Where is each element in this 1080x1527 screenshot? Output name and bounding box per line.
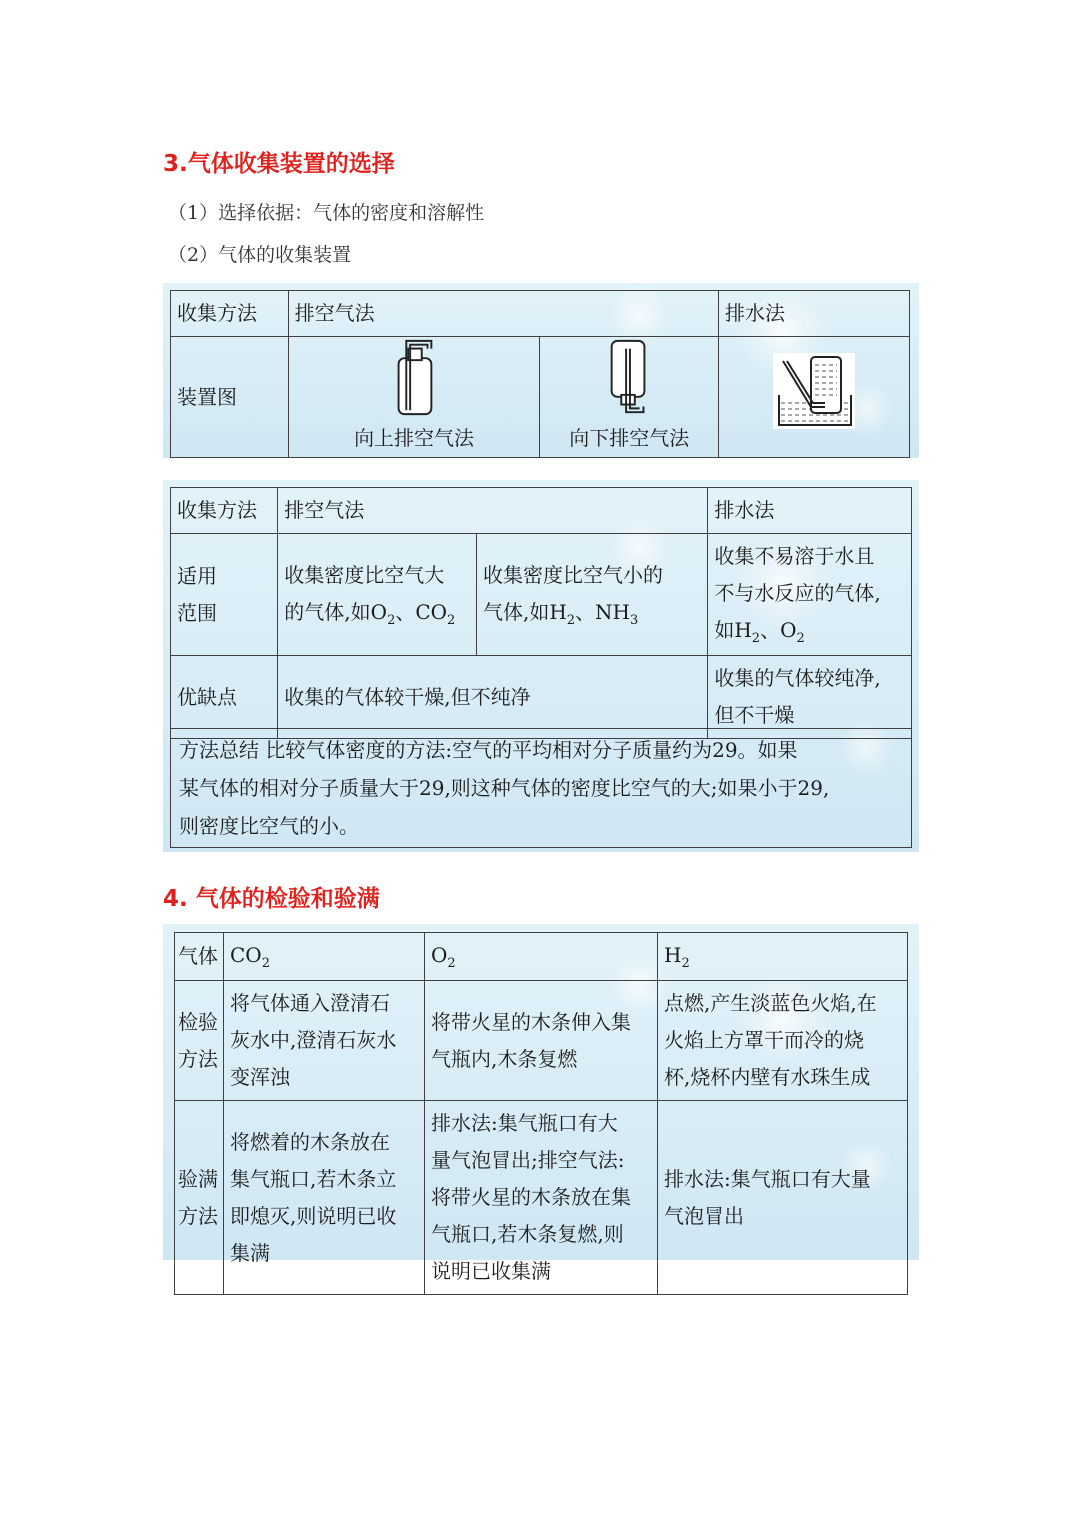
- scope-row-label: 适用 范围: [171, 534, 278, 656]
- gas-test-table: [174, 932, 908, 1295]
- pros-cons-water: 收集的气体较纯净, 但不干燥: [708, 656, 912, 739]
- test-o2: 将带火星的木条伸入集 气瓶内,木条复燃: [425, 981, 658, 1101]
- selection-basis-text: （1）选择依据：气体的密度和溶解性: [168, 202, 485, 224]
- summary-line: 方法总结 比较气体密度的方法:空气的平均相对分子质量约为29。如果: [179, 738, 798, 762]
- co2-header: $CO_2$: [224, 933, 425, 981]
- downward-air-caption: 向下排空气法: [569, 426, 690, 450]
- pros-cons-row-label: 优缺点: [171, 656, 278, 739]
- test-co2: 将气体通入澄清石 灰水中,澄清石灰水 变浑浊: [224, 981, 425, 1101]
- h2-header: $H_2$: [658, 933, 908, 981]
- water-displacement-header-2: 排水法: [708, 488, 912, 534]
- air-displacement-header-2: 排空气法: [278, 488, 708, 534]
- upward-air-bottle-icon: [384, 337, 444, 418]
- test-method-row-label: 检验 方法: [175, 981, 224, 1101]
- apparatus-table: [170, 290, 910, 458]
- summary-line: 则密度比空气的小。: [179, 814, 359, 838]
- test-h2: 点燃,产生淡蓝色火焰,在 火焰上方罩干而冷的烧 杯,烧杯内壁有水珠生成: [658, 981, 908, 1101]
- scope-upward-air: 收集密度比空气大 的气体,如$O_2$、$CO_2$: [278, 534, 477, 656]
- full-check-h2: 排水法:集气瓶口有大量 气泡冒出: [658, 1101, 908, 1295]
- o2-header: $O_2$: [425, 933, 658, 981]
- method-summary-box: [170, 728, 912, 848]
- gas-header: 气体: [175, 933, 224, 981]
- summary-line: 某气体的相对分子质量大于29,则这种气体的密度比空气的大;如果小于29,: [179, 776, 830, 800]
- collection-method-header: 收集方法: [171, 291, 289, 337]
- upward-air-cell: [288, 337, 540, 458]
- scope-table: [170, 487, 912, 739]
- downward-air-cell: [540, 337, 719, 458]
- full-check-row-label: 验满 方法: [175, 1101, 224, 1295]
- apparatus-row-label: 装置图: [171, 337, 289, 458]
- scope-water-displacement: 收集不易溶于水且 不与水反应的气体, 如$H_2$、$O_2$: [708, 534, 912, 656]
- air-displacement-header: 排空气法: [288, 291, 718, 337]
- collection-method-header-2: 收集方法: [171, 488, 278, 534]
- collection-device-intro: （2）气体的收集装置: [168, 244, 352, 266]
- pros-cons-air: 收集的气体较干燥,但不纯净: [278, 656, 708, 739]
- water-displacement-cell: [719, 337, 910, 458]
- section-3-title: 3.气体收集装置的选择: [163, 151, 395, 177]
- section-4-title: 4. 气体的检验和验满: [163, 886, 380, 912]
- downward-air-bottle-icon: [604, 337, 654, 418]
- water-displacement-trough-icon: [771, 351, 857, 431]
- full-check-o2: 排水法:集气瓶口有大 量气泡冒出;排空气法: 将带火星的木条放在集 气瓶口,若木条复燃,则 说明已收集满: [425, 1101, 658, 1295]
- upward-air-caption: 向上排空气法: [354, 426, 475, 450]
- scope-downward-air: 收集密度比空气小的 气体,如$H_2$、$NH_3$: [476, 534, 707, 656]
- water-displacement-header: 排水法: [719, 291, 910, 337]
- full-check-co2: 将燃着的木条放在 集气瓶口,若木条立 即熄灭,则说明已收 集满: [224, 1101, 425, 1295]
